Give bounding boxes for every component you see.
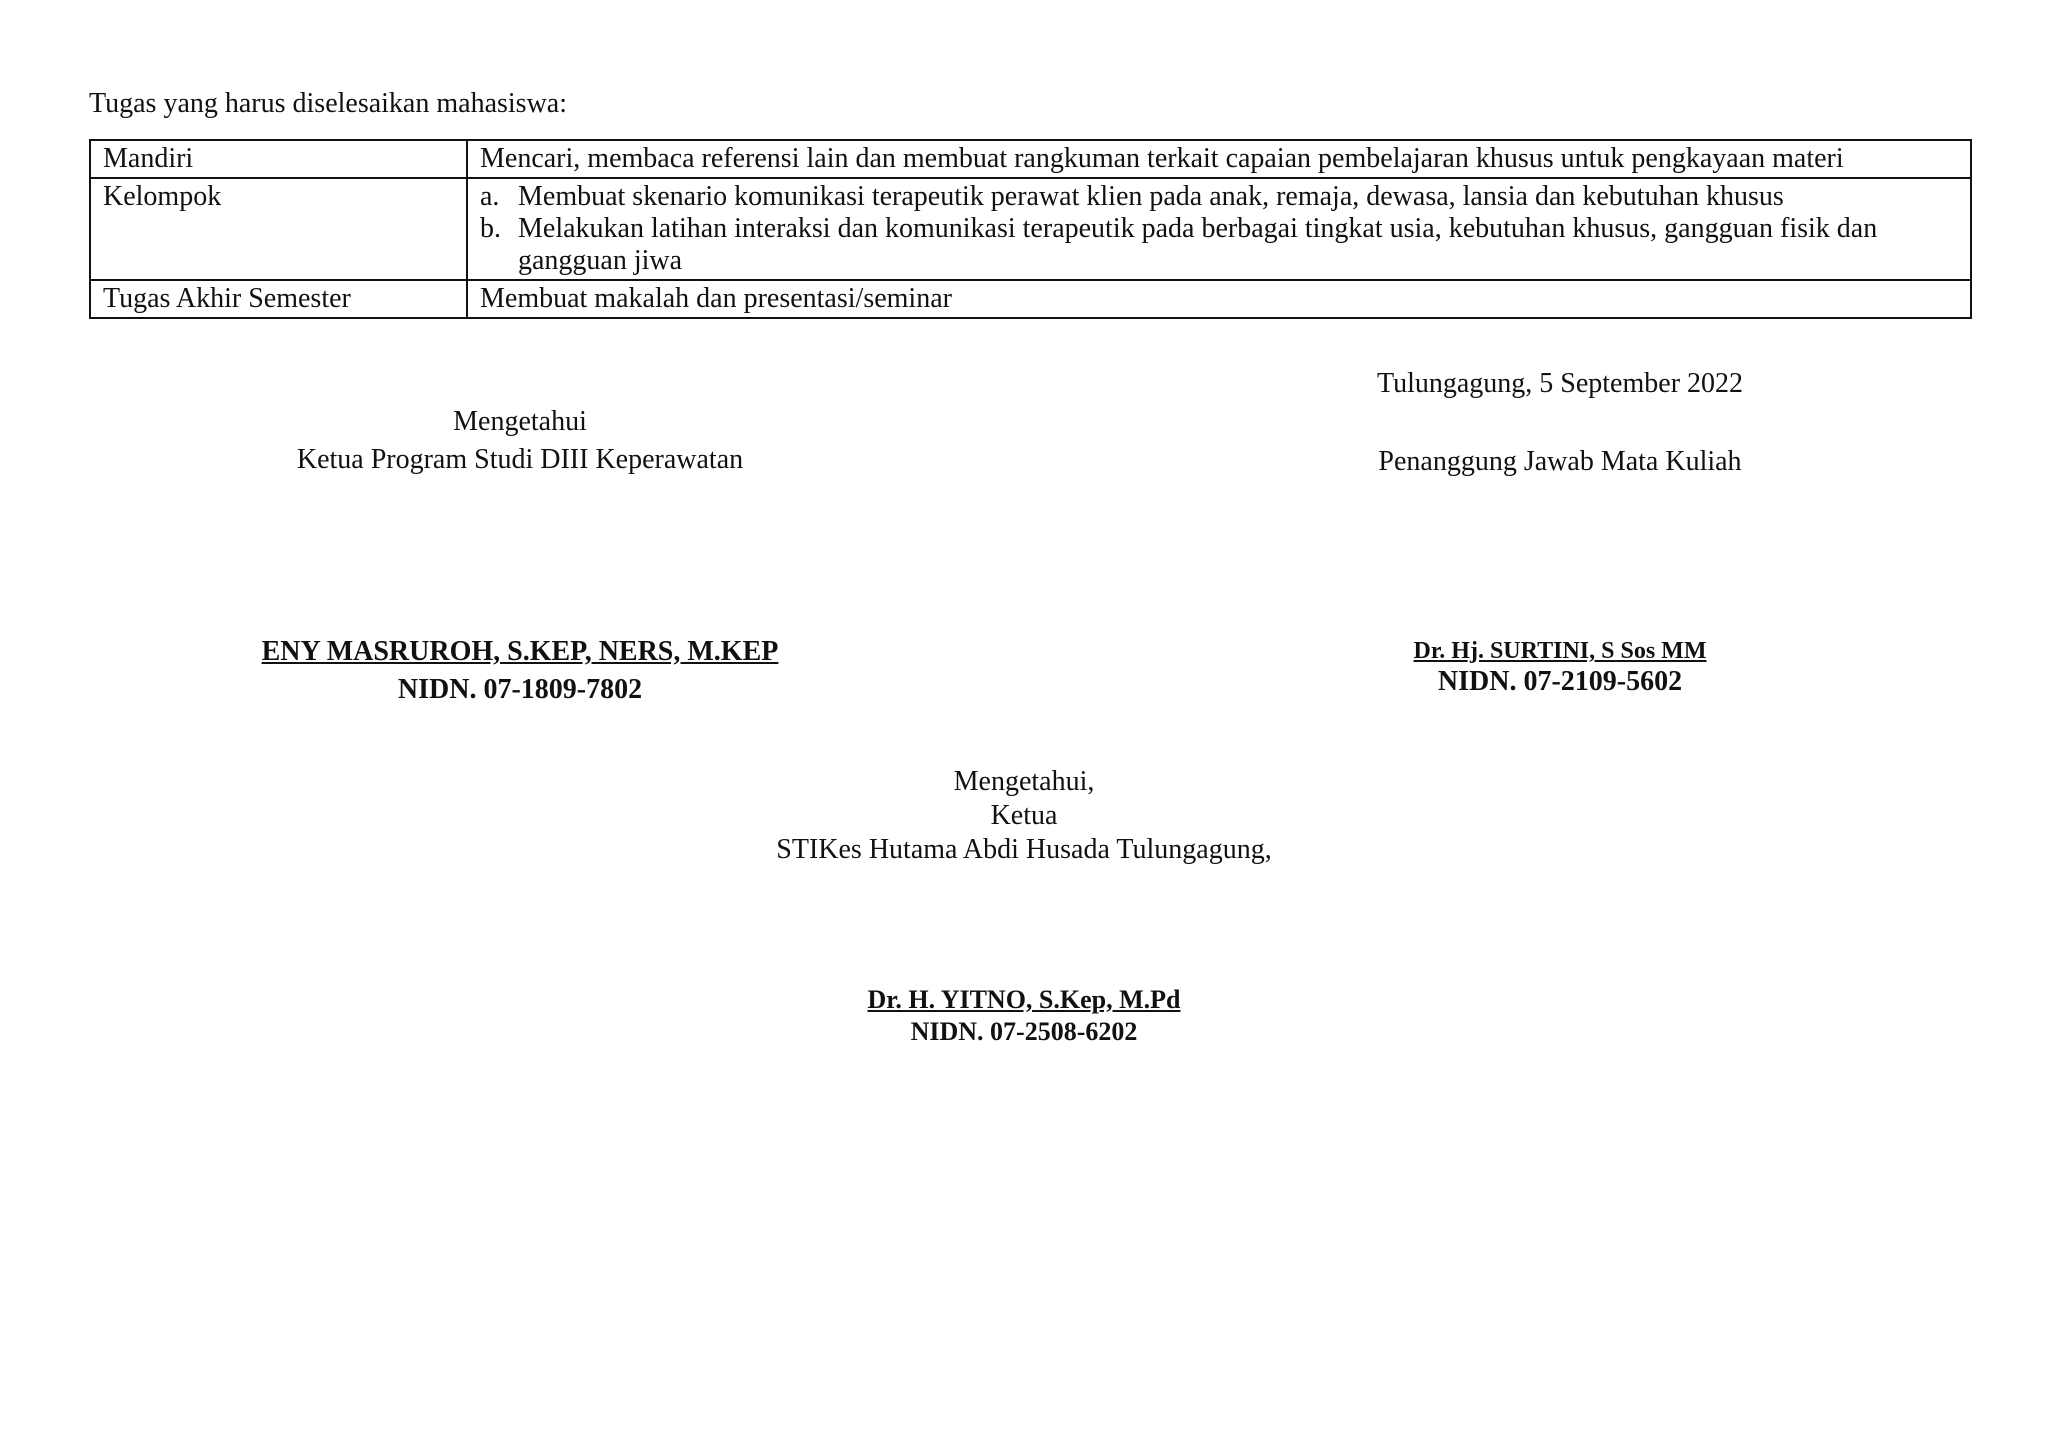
- task-type: Tugas Akhir Semester: [90, 280, 467, 318]
- center-signatory-nidn: NIDN. 07-2508-6202: [910, 1017, 1138, 1046]
- task-description: Membuat makalah dan presentasi/seminar: [467, 280, 1971, 318]
- table-row: [90, 280, 1971, 318]
- list-marker: b.: [480, 213, 501, 244]
- center-signature-title: Mengetahui,: [953, 766, 1095, 797]
- task-intro: Tugas yang harus diselesaikan mahasiswa:: [89, 88, 567, 119]
- left-signatory-nidn: NIDN. 07-1809-7802: [397, 674, 643, 705]
- list-item: [480, 213, 1958, 277]
- list-marker: a.: [480, 181, 500, 212]
- list-item-text: Melakukan latihan interaksi dan komunikasi terapeutik pada berbagai tingkat usia, kebutuhan khusus, gangguan fisik dan gangguan jiwa: [518, 213, 1878, 276]
- center-signature-role: Ketua: [990, 800, 1058, 831]
- place-date: Tulungagung, 5 September 2022: [1376, 368, 1744, 399]
- right-signatory-name: Dr. Hj. SURTINI, S Sos MM: [1413, 638, 1707, 664]
- list-item: [480, 181, 1958, 213]
- task-type: Mandiri: [90, 140, 467, 178]
- list-item-text: Membuat skenario komunikasi terapeutik perawat klien pada anak, remaja, dewasa, lansia dan kebutuhan khusus: [518, 181, 1784, 212]
- center-signature-institution: STIKes Hutama Abdi Husada Tulungagung,: [776, 834, 1272, 865]
- left-signatory-name: ENY MASRUROH, S.KEP, NERS, M.KEP: [261, 636, 779, 667]
- center-signatory-name: Dr. H. YITNO, S.Kep, M.Pd: [867, 985, 1181, 1014]
- table-row: [90, 140, 1971, 178]
- task-description: Mencari, membaca referensi lain dan membuat rangkuman terkait capaian pembelajaran khusus untuk pengkayaan materi: [467, 140, 1971, 178]
- right-signature-role: Penanggung Jawab Mata Kuliah: [1378, 446, 1742, 477]
- right-signatory-nidn: NIDN. 07-2109-5602: [1437, 666, 1683, 697]
- task-table: [89, 139, 1972, 319]
- left-signature-title: Mengetahui: [453, 406, 587, 437]
- task-type: Kelompok: [90, 178, 467, 280]
- task-description: [467, 178, 1971, 280]
- left-signature-role: Ketua Program Studi DIII Keperawatan: [296, 444, 744, 475]
- table-row: [90, 178, 1971, 280]
